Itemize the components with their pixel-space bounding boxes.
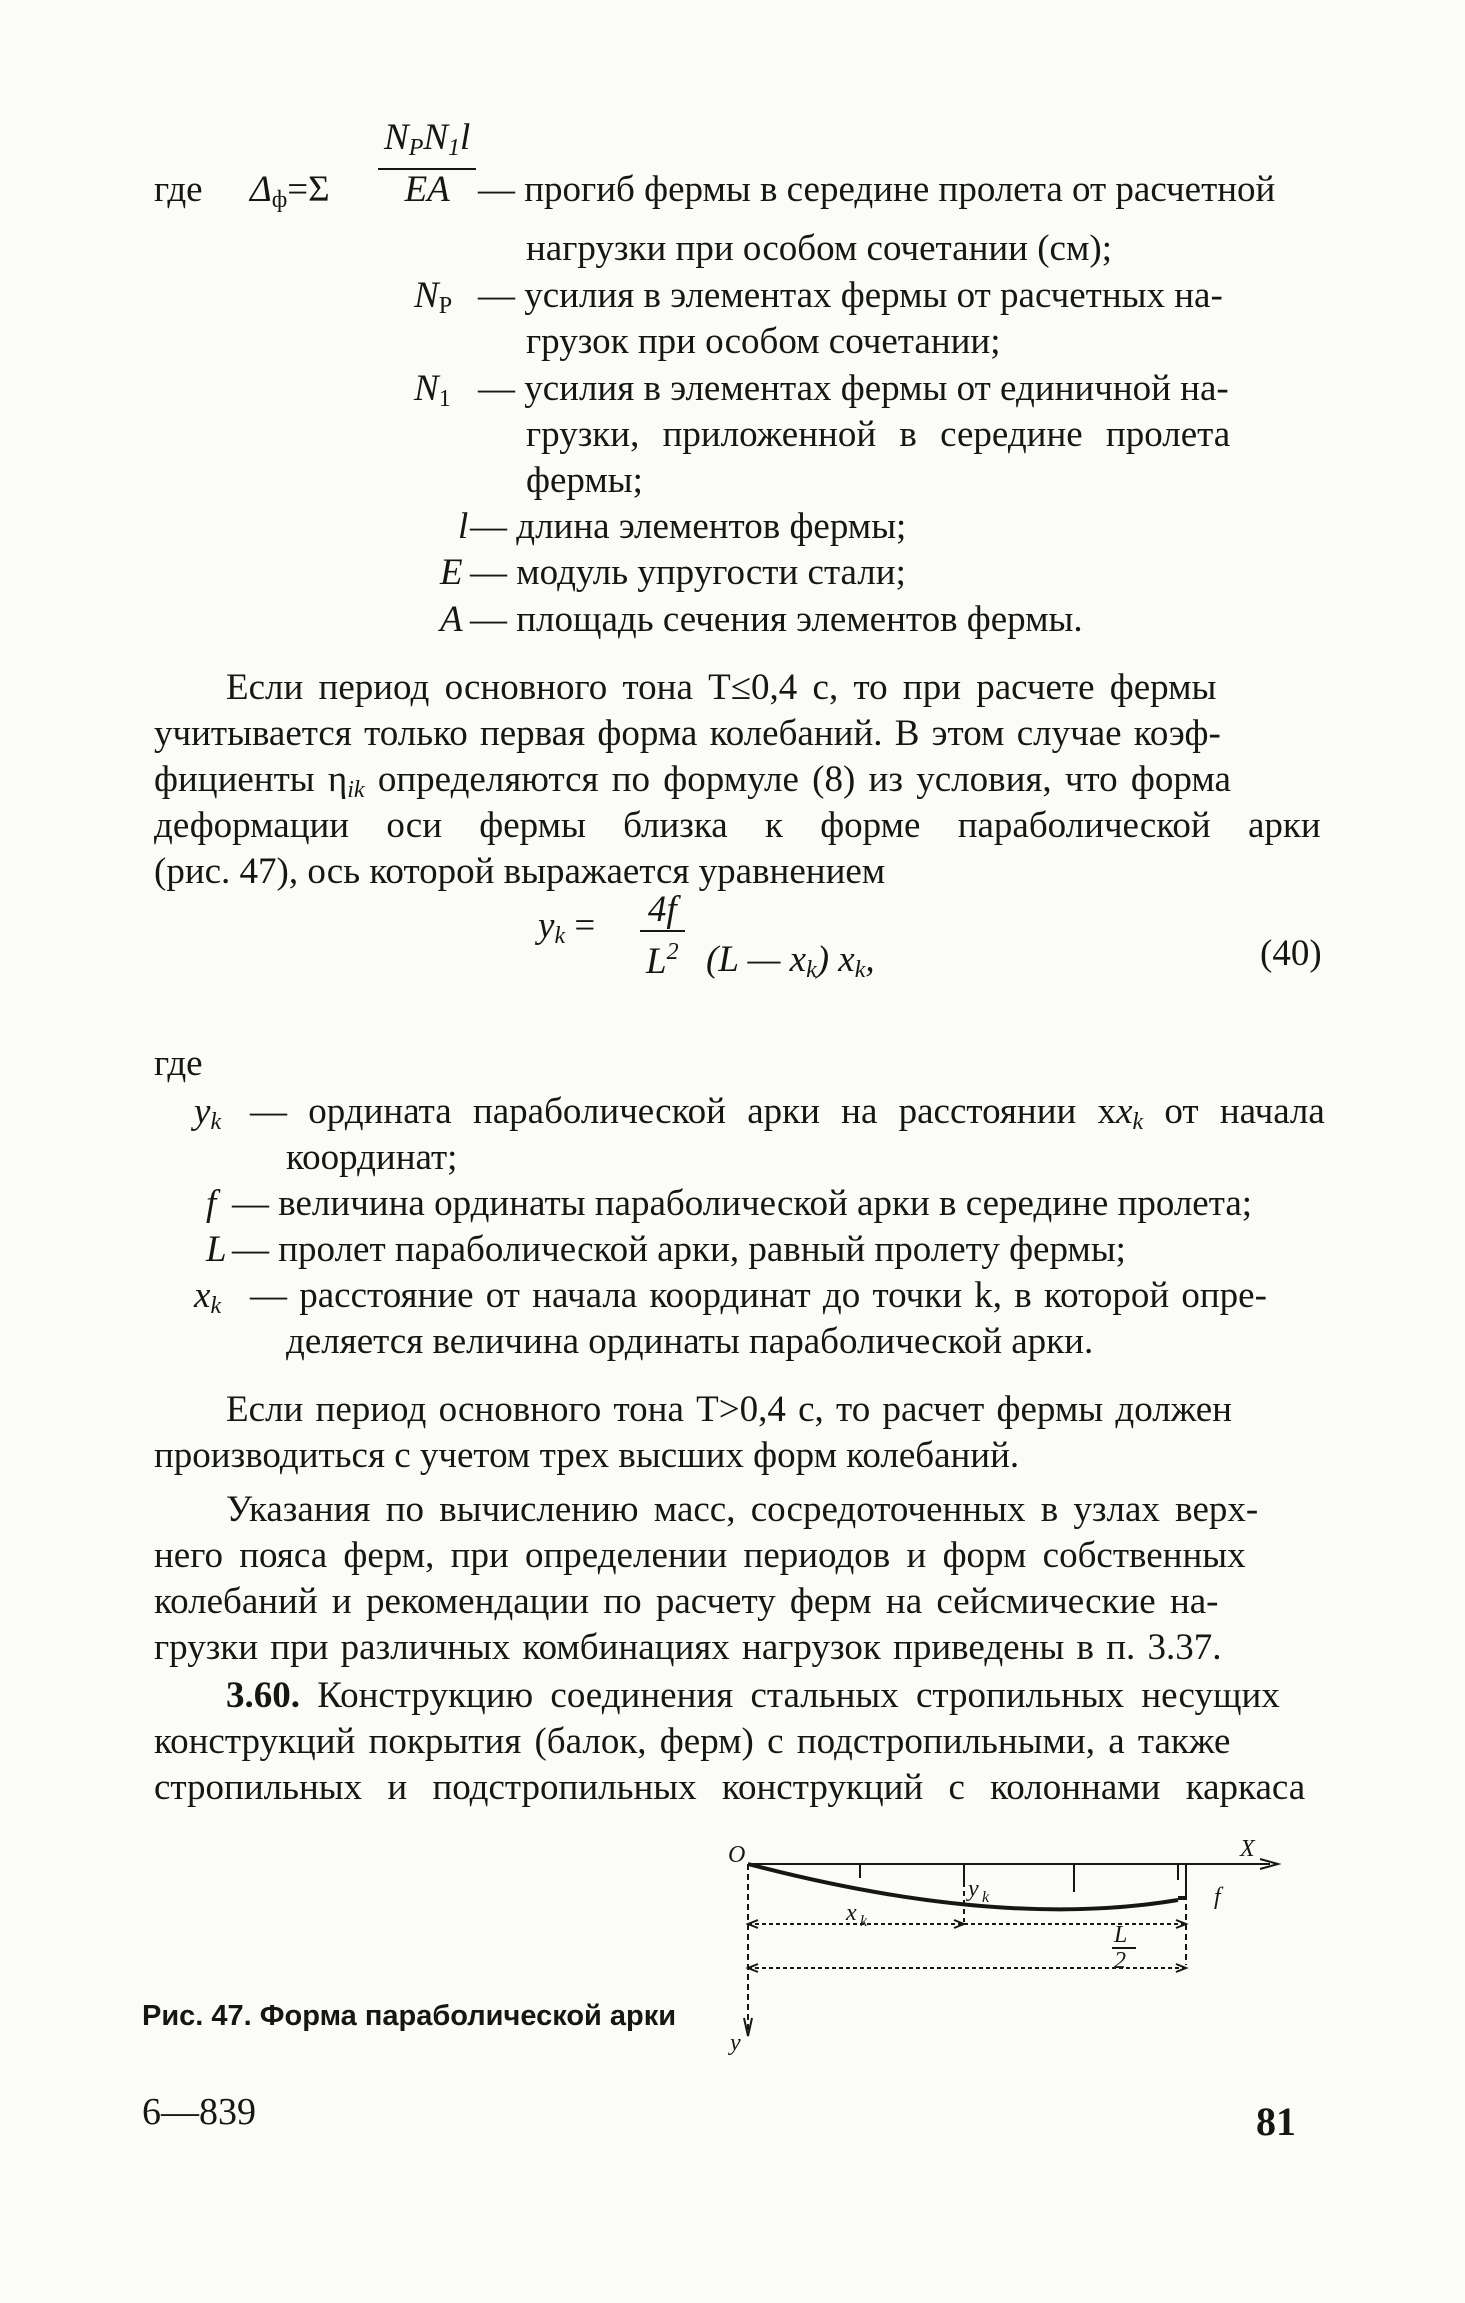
- para1-line1: Если период основного тона T≤0,4 с, то при расчете фермы: [226, 667, 1217, 708]
- label-L: L: [1114, 1922, 1128, 1948]
- label-f: f: [1214, 1884, 1221, 1910]
- para4-line2: конструкций покрытия (балок, ферм) с подстропильными, а также: [154, 1721, 1231, 1762]
- def-f-line: — величина ординаты параболической арки в середине пролета;: [232, 1183, 1253, 1224]
- def-a-line: — площадь сечения элементов фермы.: [470, 599, 1083, 640]
- gde-2: где: [154, 1043, 203, 1084]
- para1-line5: (рис. 47), ось которой выражается уравнением: [154, 851, 886, 892]
- para3-line4: грузки при различных комбинациях нагрузок приведены в п. 3.37.: [154, 1627, 1222, 1668]
- def-a-symbol: A: [440, 599, 463, 640]
- para2-line1: Если период основного тона T>0,4 с, то расчет фермы должен: [226, 1389, 1232, 1430]
- def-np-line1: — усилия в элементах фермы от расчетных на-: [478, 275, 1223, 316]
- def-e-line: — модуль упругости стали;: [470, 552, 906, 593]
- figure-caption: Рис. 47. Форма параболической арки: [142, 2000, 677, 2032]
- equation-rhs: (L — $x_k$) $x_k$,: [706, 939, 875, 983]
- def-np-symbol: $N_Р$: [414, 275, 453, 319]
- para1-line3: фициенты $\eta_{ik}$ определяются по формуле (8) из условия, что форма: [154, 759, 1231, 803]
- label-origin: O: [728, 1842, 746, 1868]
- label-yk: y: [968, 1876, 979, 1902]
- intro-desc-2: нагрузки при особом сочетании (см);: [526, 228, 1112, 269]
- def-f-symbol: f: [206, 1183, 217, 1224]
- para1-line4: деформации оси фермы близка к форме параболической арки: [154, 805, 1321, 846]
- label-two: 2: [1114, 1948, 1126, 1974]
- def-n1-line3: фермы;: [526, 460, 643, 501]
- svg-text:k: k: [860, 1913, 868, 1930]
- def-xk-line1: — расстояние от начала координат до точки k, в которой опре-: [250, 1275, 1267, 1316]
- intro-gde: где: [154, 169, 203, 210]
- def-e-symbol: E: [440, 552, 463, 593]
- figure-parabolic-arch: [700, 1840, 1300, 2070]
- equation-40: $y_k$ =: [538, 905, 596, 949]
- def-l-symbol: l: [458, 506, 469, 547]
- def-n1-line2: грузки, приложенной в середине пролета: [526, 414, 1231, 455]
- para4-line3: стропильных и подстропильных конструкций с колоннами каркаса: [154, 1767, 1306, 1808]
- equation-number: (40): [1260, 933, 1322, 974]
- equation-fraction: $\frac{4f}{L^2}$: [640, 890, 685, 982]
- def-yk-line2: координат;: [286, 1137, 458, 1178]
- label-y-axis: y: [730, 2030, 741, 2056]
- svg-text:k: k: [982, 1889, 990, 1906]
- para1-line2: учитывается только первая форма колебаний. В этом случае коэф-: [154, 713, 1221, 754]
- label-xk: x: [846, 1900, 857, 1926]
- def-n1-line1: — усилия в элементах фермы от единичной на-: [478, 368, 1229, 409]
- def-l2-line: — пролет параболической арки, равный пролету фермы;: [232, 1229, 1126, 1270]
- def-xk-symbol: $x_k$: [194, 1275, 222, 1319]
- def-np-line2: грузок при особом сочетании;: [526, 321, 1001, 362]
- def-n1-symbol: $N_1$: [414, 368, 451, 412]
- def-yk-line1: — ордината параболической арки на расстоянии $xx_k$ от начала: [250, 1091, 1325, 1135]
- intro-formula: $\Delta_ф=\Sigma$: [250, 169, 330, 213]
- intro-formula-line: [154, 166, 203, 213]
- intro-fraction: $\frac{N_РN_1l}{EA}$: [378, 118, 476, 210]
- footer-sheet-code: 6—839: [142, 2091, 256, 2133]
- label-x-axis: X: [1240, 1840, 1255, 1862]
- def-l-line: — длина элементов фермы;: [470, 506, 907, 547]
- para3-line1: Указания по вычислению масс, сосредоточенных в узлах верх-: [226, 1489, 1259, 1530]
- para4-line1: 3.60. Конструкцию соединения стальных стропильных несущих: [226, 1675, 1280, 1716]
- intro-desc-1: — прогиб фермы в середине пролета от расчетной: [478, 169, 1276, 210]
- para3-line3: колебаний и рекомендации по расчету ферм на сейсмические на-: [154, 1581, 1219, 1622]
- def-yk-symbol: $y_k$: [194, 1091, 222, 1135]
- page-number: 81: [1256, 2099, 1296, 2144]
- para2-line2: производиться с учетом трех высших форм колебаний.: [154, 1435, 1020, 1476]
- def-xk-line2: деляется величина ординаты параболической арки.: [286, 1321, 1094, 1362]
- para3-line2: него пояса ферм, при определении периодов и форм собственных: [154, 1535, 1246, 1576]
- def-l2-symbol: L: [206, 1229, 227, 1270]
